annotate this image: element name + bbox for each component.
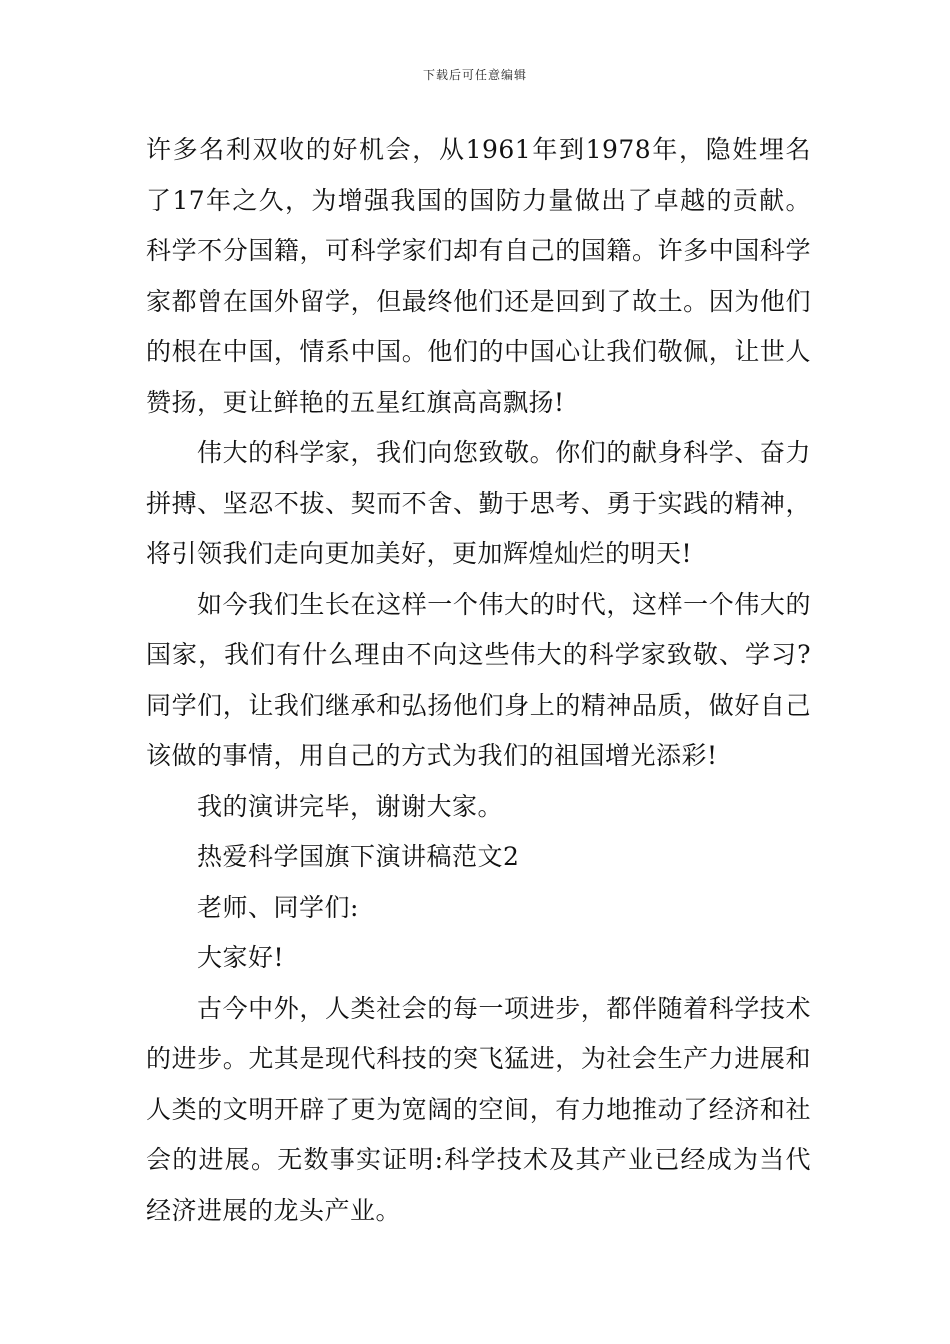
salutation: 老师、同学们:: [197, 892, 359, 922]
paragraph-closing: 我的演讲完毕，谢谢大家。: [197, 791, 504, 821]
greeting: 大家好!: [197, 943, 285, 972]
paragraph-continuation: 许多名利双收的好机会，从1961年到1978年，隐姓埋名了17年之久，为增强我国的国防力量做出了卓越的贡献。科学不分国籍，可科学家们却有自己的国籍。许多中国科学家都曾在国外留学，但最终他们还是回到了故土。因为他们的根在中国，情系中国。他们的中国心让我们敬佩，让世人赞扬，更让鲜艳的五星红旗高高飘扬!: [146, 135, 811, 417]
section-title: 热爱科学国旗下演讲稿范文2: [197, 842, 520, 871]
paragraph-tribute: 伟大的科学家，我们向您致敬。你们的献身科学、奋力拼搏、坚忍不拔、契而不舍、勤于思考、勇于实践的精神，将引领我们走向更加美好，更加辉煌灿烂的明天!: [146, 438, 811, 568]
document-body: [146, 125, 811, 1236]
page-header-note: 下载后可任意编辑: [422, 68, 527, 82]
paragraph-call-to-action: 如今我们生长在这样一个伟大的时代，这样一个伟大的国家，我们有什么理由不向这些伟大的科学家致敬、学习?同学们，让我们继承和弘扬他们身上的精神品质，做好自己该做的事情，用自己的方式为我们的祖国增光添彩!: [146, 589, 811, 770]
paragraph-intro: 古今中外，人类社会的每一项进步，都伴随着科学技术的进步。尤其是现代科技的突飞猛进，为社会生产力进展和人类的文明开辟了更为宽阔的空间，有力地推动了经济和社会的进展。无数事实证明:科学技术及其产业已经成为当代经济进展的龙头产业。: [146, 993, 811, 1225]
